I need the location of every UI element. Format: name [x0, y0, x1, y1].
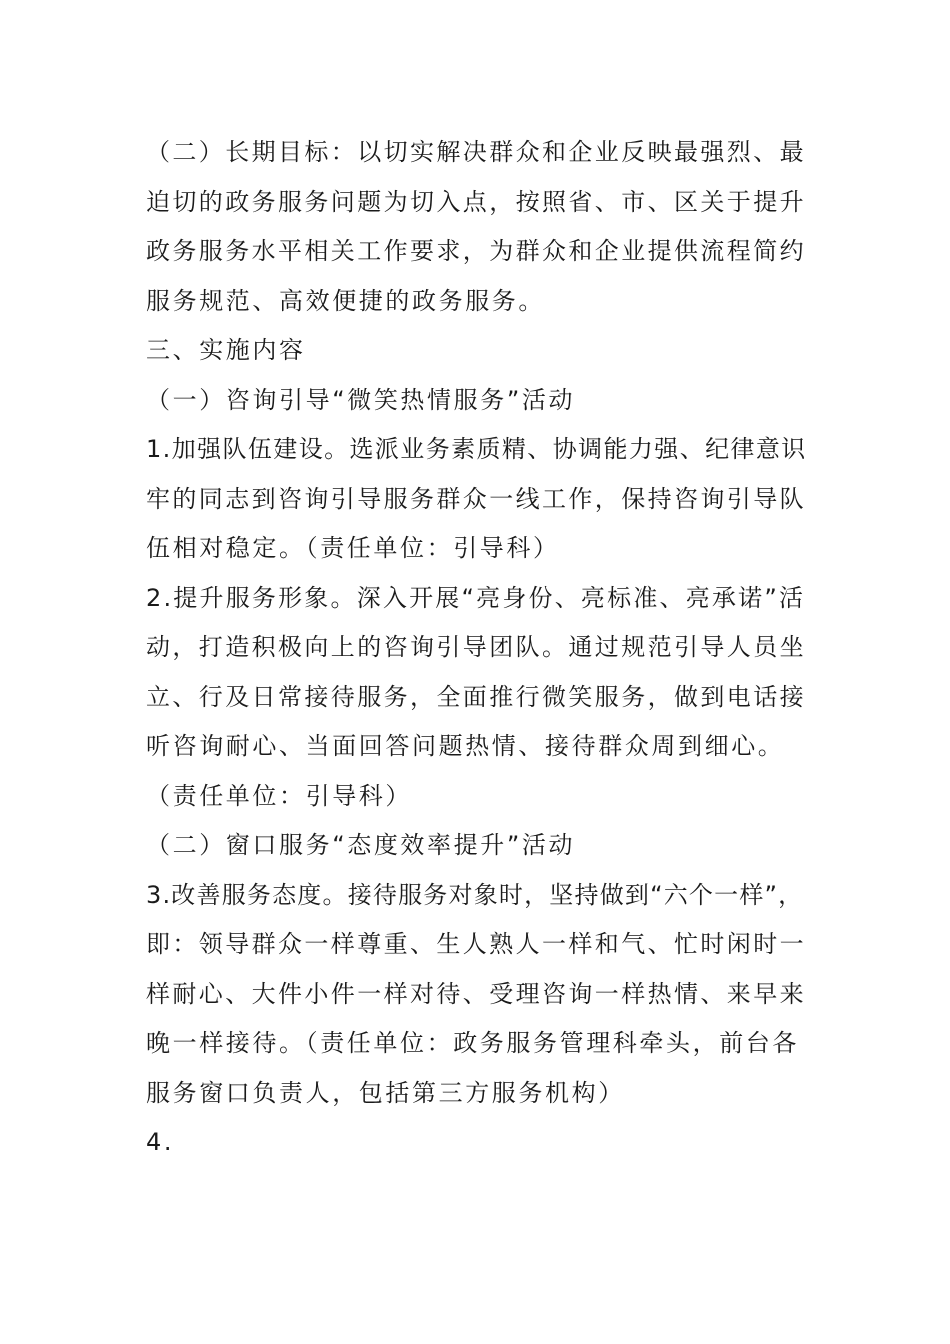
item-1-line-3: 伍相对稳定。（责任单位：引导科）: [146, 534, 560, 562]
item-2-line-3: 立、行及日常接待服务，全面推行微笑服务，做到电话接: [146, 682, 806, 711]
item-4-number: 4.: [146, 1128, 175, 1156]
item-2-line-4: 听咨询耐心、当面回答问题热情、接待群众周到细心。: [146, 732, 785, 760]
section-heading-implementation: 三、实施内容: [146, 336, 306, 364]
item-1-line-1: 1.加强队伍建设。选派业务素质精、协调能力强、纪律意识: [146, 435, 807, 463]
item-3-line-4: 晚一样接待。（责任单位：政务服务管理科牵头，前台各: [146, 1029, 799, 1057]
item-3-line-5: 服务窗口负责人，包括第三方服务机构）: [146, 1078, 625, 1107]
item-2-line-5: （责任单位：引导科）: [146, 781, 412, 810]
item-1-line-2: 牢的同志到咨询引导服务群众一线工作，保持咨询引导队: [146, 484, 806, 513]
document-body: [146, 128, 810, 1168]
item-2-line-2: 动，打造积极向上的咨询引导团队。通过规范引导人员坐: [146, 633, 806, 661]
subsection-heading-consulting-guidance: （一）咨询引导“微笑热情服务”活动: [146, 385, 576, 414]
paragraph-long-term-goal-line-3: 政务服务水平相关工作要求，为群众和企业提供流程简约: [146, 237, 806, 265]
item-3-line-1: 3.改善服务态度。接待服务对象时，坚持做到“六个一样”，: [146, 880, 804, 909]
paragraph-long-term-goal-line-2: 迫切的政务服务问题为切入点，按照省、市、区关于提升: [146, 187, 806, 216]
item-3-line-2: 即：领导群众一样尊重、生人熟人一样和气、忙时闲时一: [146, 930, 806, 958]
subsection-heading-window-service: （二）窗口服务“态度效率提升”活动: [146, 831, 576, 859]
item-2-line-1: 2.提升服务形象。深入开展“亮身份、亮标准、亮承诺”活: [146, 583, 806, 612]
paragraph-long-term-goal-line-4: 服务规范、高效便捷的政务服务。: [146, 286, 545, 315]
paragraph-long-term-goal-line-1: （二）长期目标：以切实解决群众和企业反映最强烈、最: [146, 138, 806, 166]
item-3-line-3: 样耐心、大件小件一样对待、受理咨询一样热情、来早来: [146, 979, 806, 1008]
